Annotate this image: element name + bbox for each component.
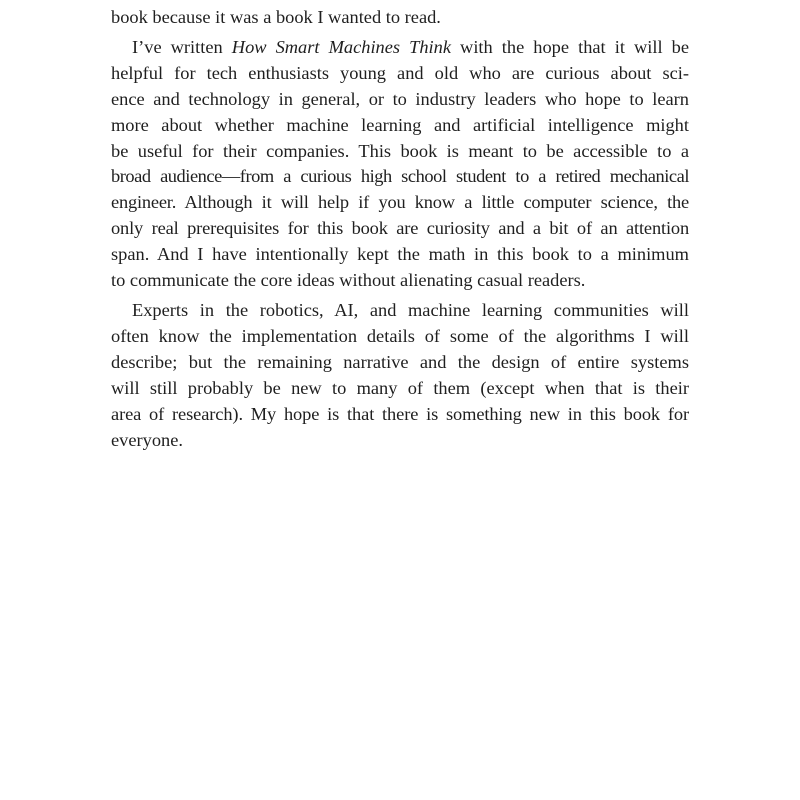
paragraph-experts bbox=[111, 298, 689, 453]
text-line: broad audience—from a curious high school student to a retired mechanical bbox=[111, 166, 689, 187]
text-line: to communicate the core ideas without alienating casual readers. bbox=[111, 270, 586, 291]
book-title: How Smart Machines Think bbox=[231, 36, 451, 57]
text-line: ence and technology in general, or to industry leaders who hope to learn bbox=[111, 88, 689, 109]
text-line: engineer. Although it will help if you know a little computer science, the bbox=[111, 192, 689, 213]
text-line: describe; but the remaining narrative and the design of entire systems bbox=[111, 351, 689, 372]
paragraph-continuation bbox=[111, 5, 689, 31]
text-line: everyone. bbox=[111, 429, 183, 450]
text-line: more about whether machine learning and artificial intelligence might bbox=[111, 114, 689, 135]
text-line: only real prerequisites for this book are curiosity and a bit of an attention bbox=[111, 218, 689, 239]
text-line: helpful for tech enthusiasts young and old who are curious about sci- bbox=[111, 62, 689, 83]
body-text bbox=[111, 5, 689, 453]
text-line: Experts in the robotics, AI, and machine learning communities will bbox=[132, 299, 689, 320]
paragraph-intended-audience bbox=[111, 35, 689, 294]
text-line: be useful for their companies. This book is meant to be accessible to a bbox=[111, 140, 689, 161]
text-line: will still probably be new to many of them (except when that is their bbox=[111, 377, 689, 398]
text-line: span. And I have intentionally kept the math in this book to a minimum bbox=[111, 244, 689, 265]
text-line: book because it was a book I wanted to read. bbox=[111, 7, 441, 27]
text-line: area of research). My hope is that there is something new in this book for bbox=[111, 403, 689, 424]
text-line: I’ve written How Smart Machines Think with the hope that it will be bbox=[132, 36, 689, 57]
text-line: often know the implementation details of some of the algorithms I will bbox=[111, 325, 689, 346]
